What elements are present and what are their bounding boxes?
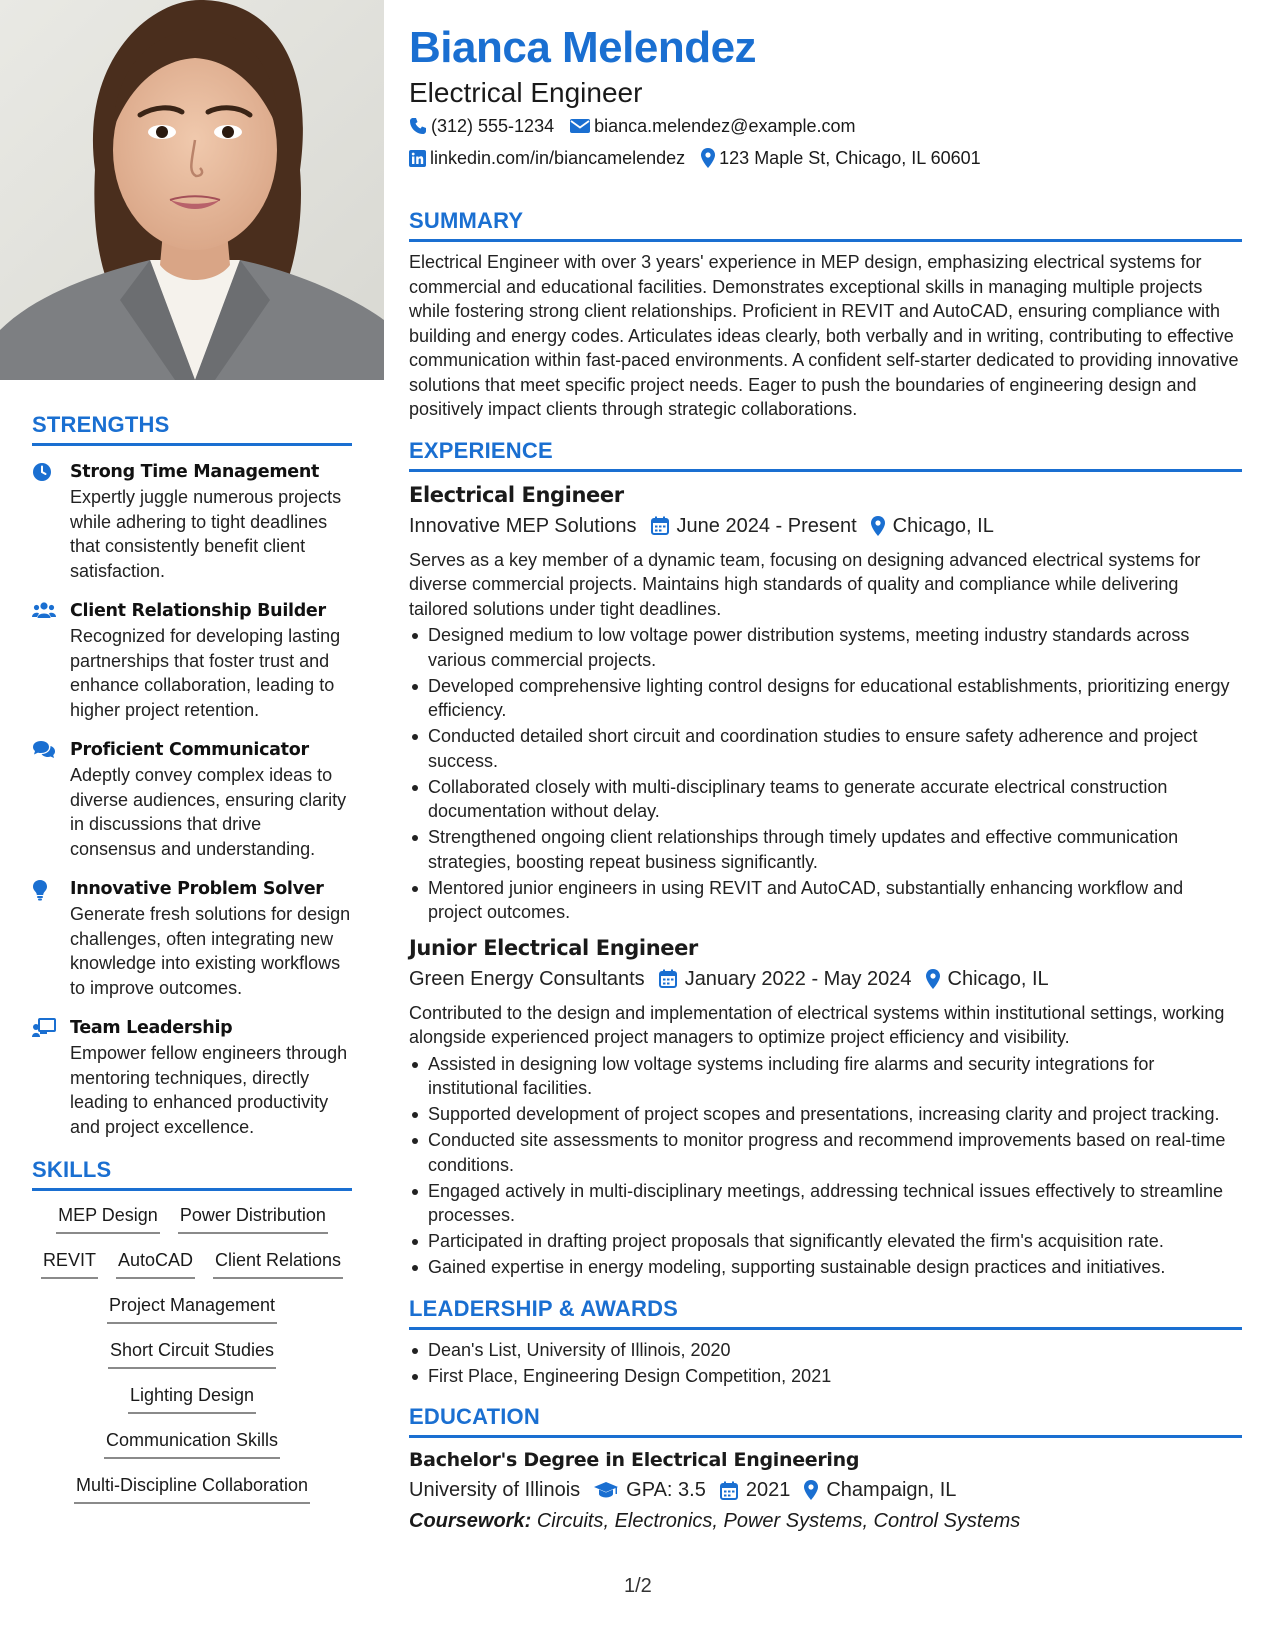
list-item: Dean's List, University of Illinois, 2020 (409, 1338, 1242, 1363)
school-name: University of Illinois (409, 1479, 581, 1501)
skills-heading: SKILLS (32, 1157, 112, 1182)
coursework (409, 1506, 1242, 1536)
presentation-icon (32, 1016, 70, 1139)
list-item: Assisted in designing low voltage systems including fire alarms and security integrations for institutional facilities. (409, 1052, 1242, 1101)
job-location: Chicago, IL (947, 967, 1049, 990)
skill-tag: Client Relations (213, 1247, 343, 1279)
awards-section (409, 1296, 1242, 1389)
education-rule (409, 1435, 1242, 1438)
school-location: Champaign, IL (826, 1479, 957, 1501)
summary-rule (409, 239, 1242, 242)
strength-item (32, 460, 352, 583)
right-column (409, 20, 1242, 1536)
map-pin-icon (926, 969, 940, 989)
list-item: Conducted detailed short circuit and coordination studies to ensure safety adherence and project success. (409, 724, 1242, 773)
strength-desc: Recognized for developing lasting partnerships that foster trust and enhance collaboration, leading to higher project retention. (70, 626, 341, 720)
clock-icon (32, 460, 70, 583)
map-pin-icon (701, 148, 715, 168)
job-bullets (409, 623, 1242, 925)
job-company: Innovative MEP Solutions (409, 514, 637, 537)
skill-row (32, 1382, 352, 1416)
skill-tag: REVIT (41, 1247, 98, 1279)
users-icon (32, 599, 70, 722)
summary-heading: SUMMARY (409, 208, 524, 233)
contact-row (409, 142, 1242, 174)
map-pin-icon (871, 516, 885, 536)
strength-title: Team Leadership (70, 1018, 233, 1038)
experience-rule (409, 469, 1242, 472)
job-dates: June 2024 - Present (676, 514, 857, 537)
graduation-year: 2021 (745, 1479, 791, 1501)
strength-desc: Empower fellow engineers through mentoring techniques, directly leading to enhanced productivity and project excellence. (70, 1043, 348, 1137)
left-column (32, 412, 352, 1506)
skill-tag: AutoCAD (116, 1247, 195, 1279)
experience-heading: EXPERIENCE (409, 437, 553, 463)
strength-title: Client Relationship Builder (70, 601, 326, 621)
list-item: Developed comprehensive lighting control designs for educational establishments, prioritizing energy efficiency. (409, 674, 1242, 723)
education-heading: EDUCATION (409, 1404, 540, 1429)
strengths-section (32, 412, 352, 1139)
summary-text: Electrical Engineer with over 3 years' experience in MEP design, emphasizing electrical systems for commercial and educational facilities. Demonstrates exceptional skills in managing multiple projects while fostering strong client relationships. Proficient in REVIT and AutoCAD, ensuring compliance with building and energy codes. Articulates ideas clearly, both verbally and in writing, contributing to effective communication within fast-paced environments. A confident self-starter dedicated to providing innovative solutions that meet specific project needs. Eager to push the boundaries of engineering design and positively impact clients through strategic collaborations. (409, 252, 1239, 419)
linkedin-link[interactable]: linkedin.com/in/biancamelendez (430, 148, 686, 168)
strength-title: Proficient Communicator (70, 740, 309, 760)
job-entry (409, 480, 1242, 925)
strength-desc: Expertly juggle numerous projects while adhering to tight deadlines that consistently benefit client satisfaction. (70, 487, 342, 581)
skill-tag: MEP Design (56, 1202, 160, 1234)
skill-tag: Project Management (107, 1292, 277, 1324)
experience-section (409, 438, 1242, 1280)
skill-row (32, 1337, 352, 1371)
skill-tag: Lighting Design (128, 1382, 256, 1414)
list-item: Conducted site assessments to monitor progress and recommend improvements based on real-time conditions. (409, 1128, 1242, 1177)
skill-tag: Multi-Discipline Collaboration (74, 1472, 310, 1504)
strength-title: Innovative Problem Solver (70, 879, 324, 899)
job-meta (409, 510, 1242, 542)
summary-section (409, 208, 1242, 422)
awards-list (409, 1338, 1242, 1389)
job-company: Green Energy Consultants (409, 967, 645, 990)
email-link[interactable]: bianca.melendez@example.com (594, 116, 856, 136)
coursework-label: Coursework: (409, 1510, 532, 1532)
list-item: Collaborated closely with multi-disciplinary teams to generate accurate electrical construction documentation without delay. (409, 775, 1242, 824)
skill-row (32, 1292, 352, 1326)
address: 123 Maple St, Chicago, IL 60601 (719, 148, 981, 168)
strength-item (32, 1016, 352, 1139)
strength-item (32, 877, 352, 1000)
job-location: Chicago, IL (892, 514, 994, 537)
lightbulb-icon (32, 877, 70, 1000)
profile-photo (0, 0, 384, 380)
contact-row (409, 110, 1242, 142)
list-item: First Place, Engineering Design Competition, 2021 (409, 1364, 1242, 1389)
strength-desc: Generate fresh solutions for design challenges, often integrating new knowledge into existing workflows to improve outcomes. (70, 904, 351, 998)
candidate-role: Electrical Engineer (409, 77, 643, 108)
skills-section (32, 1157, 352, 1506)
strength-item (32, 599, 352, 722)
map-pin-icon (804, 1480, 818, 1500)
skill-row (32, 1472, 352, 1506)
skill-tag: Communication Skills (104, 1427, 280, 1459)
strength-title: Strong Time Management (70, 462, 320, 482)
awards-rule (409, 1327, 1242, 1330)
phone-number[interactable]: (312) 555-1234 (431, 116, 555, 136)
job-entry (409, 933, 1242, 1280)
list-item: Strengthened ongoing client relationships through timely updates and effective communication strategies, boosting repeat business significantly. (409, 825, 1242, 874)
job-description: Contributed to the design and implementation of electrical systems within institutional settings, working alongside experienced project managers to optimize project efficiency and visibility. (409, 1002, 1225, 1047)
gpa: GPA: 3.5 (626, 1479, 706, 1501)
job-title: Junior Electrical Engineer (409, 935, 698, 960)
list-item: Mentored junior engineers in using REVIT and AutoCAD, substantially enhancing workflow and project outcomes. (409, 876, 1242, 925)
skills-rule (32, 1188, 352, 1191)
skill-row (32, 1247, 352, 1281)
strengths-rule (32, 443, 352, 446)
phone-icon (409, 117, 427, 135)
strength-item (32, 738, 352, 861)
job-meta (409, 963, 1242, 995)
candidate-name: Bianca Melendez (409, 23, 757, 72)
envelope-icon (570, 118, 590, 134)
degree-title: Bachelor's Degree in Electrical Engineering (409, 1449, 860, 1471)
job-dates: January 2022 - May 2024 (684, 967, 912, 990)
calendar-icon (659, 969, 677, 988)
list-item: Engaged actively in multi-disciplinary meetings, addressing technical issues effectively to streamline processes. (409, 1179, 1242, 1228)
job-title: Electrical Engineer (409, 482, 624, 507)
skill-row (32, 1202, 352, 1236)
coursework-list: Circuits, Electronics, Power Systems, Control Systems (536, 1510, 1021, 1532)
list-item: Gained expertise in energy modeling, supporting sustainable design practices and initiatives. (409, 1255, 1242, 1280)
strength-desc: Adeptly convey complex ideas to diverse audiences, ensuring clarity in discussions that drive consensus and understanding. (70, 765, 347, 859)
list-item: Participated in drafting project proposals that significantly elevated the firm's acquisition rate. (409, 1229, 1242, 1254)
list-item: Supported development of project scopes and presentations, increasing clarity and project tracking. (409, 1102, 1242, 1127)
list-item: Designed medium to low voltage power distribution systems, meeting industry standards across various commercial projects. (409, 623, 1242, 672)
education-section (409, 1404, 1242, 1536)
calendar-icon (720, 1481, 738, 1500)
job-description: Serves as a key member of a dynamic team, focusing on designing advanced electrical systems for diverse commercial projects. Maintains high standards of quality and compliance while delivering tailored solutions under tight deadlines. (409, 549, 1201, 619)
comments-icon (32, 738, 70, 861)
calendar-icon (651, 516, 669, 535)
linkedin-icon (409, 150, 426, 167)
awards-heading: LEADERSHIP & AWARDS (409, 1295, 679, 1321)
graduation-cap-icon (594, 1481, 618, 1499)
skill-tag: Power Distribution (178, 1202, 328, 1234)
education-meta (409, 1474, 1242, 1506)
skill-tag: Short Circuit Studies (108, 1337, 276, 1369)
page-number: 1/2 (624, 1575, 652, 1597)
strengths-heading: STRENGTHS (32, 412, 170, 437)
job-bullets (409, 1052, 1242, 1280)
skill-row (32, 1427, 352, 1461)
